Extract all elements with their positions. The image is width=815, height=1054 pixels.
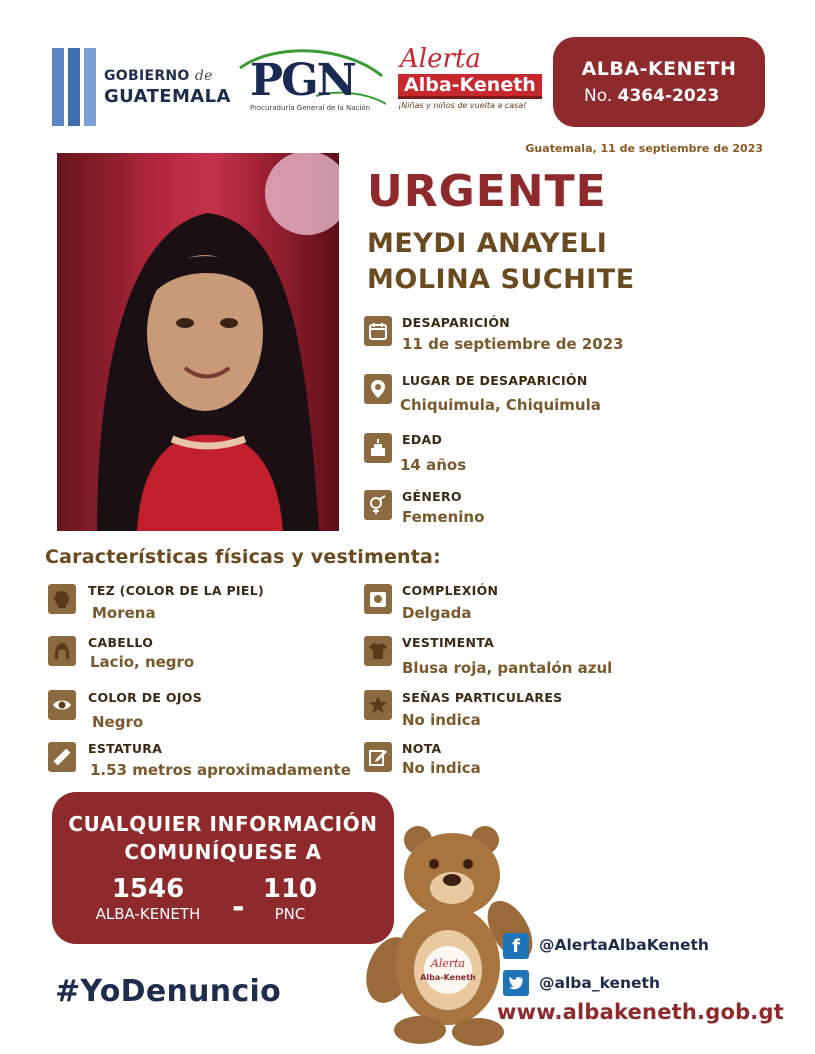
bear-badge-top: Alerta [430,957,466,970]
case-title: ALBA-KENETH [581,58,737,80]
age-value: 14 años [400,456,467,474]
person-first-names: MEYDI ANAYELI [367,228,608,259]
portrait-illustration [57,153,339,531]
contact-line-1: CUALQUIER INFORMACIÓN [68,812,378,836]
note-value: No indica [402,759,481,777]
ruler-icon [48,742,76,772]
height-label: ESTATURA [88,741,163,756]
facebook-handle[interactable]: @AlertaAlbaKeneth [539,936,709,954]
eye-icon [48,690,76,720]
bear-badge-bottom: Alba-Keneth [420,973,476,982]
phone-separator: - [232,890,245,925]
head-profile-icon [48,584,76,614]
contact-line-2: COMUNÍQUESE A [124,840,322,864]
skin-tone-value: Morena [92,604,156,622]
guatemala-label: GUATEMALA [104,86,231,107]
facebook-icon[interactable]: f [503,933,529,959]
pgn-subtitle: Procuraduría General de la Nación [250,104,371,112]
person-last-names: MOLINA SUCHITE [367,264,635,295]
twitter-icon[interactable] [503,970,529,996]
case-number-badge [553,37,765,127]
gender-value: Femenino [402,508,485,526]
note-label: NOTA [402,741,442,756]
characteristics-title: Características físicas y vestimenta: [45,546,441,568]
build-label: COMPLEXIÓN [402,583,499,598]
location-pin-icon [364,374,392,404]
clothing-value: Blusa roja, pantalón azul [402,659,613,677]
twitter-handle[interactable]: @alba_keneth [539,974,660,992]
shirt-icon [364,636,392,666]
phone-alba-keneth-label: ALBA-KENETH [95,905,201,923]
case-number: No. 4364-2023 [584,86,720,106]
disappearance-place-value: Chiquimula, Chiquimula [400,396,601,414]
scale-icon [364,584,392,614]
build-value: Delgada [402,604,472,622]
gender-label: GÉNERO [402,489,462,504]
age-label: EDAD [402,432,443,447]
pgn-logo: PGN [250,55,355,106]
eye-color-value: Negro [92,713,144,731]
report-date: Guatemala, 11 de septiembre de 2023 [525,142,763,155]
birthday-cake-icon [364,433,392,463]
marks-label: SEÑAS PARTICULARES [402,690,563,705]
hair-icon [48,636,76,666]
urgent-label: URGENTE [367,166,607,217]
missing-person-photo [57,153,339,531]
disappearance-date-label: DESAPARICIÓN [402,315,511,330]
note-edit-icon [364,742,392,772]
disappearance-date-value: 11 de septiembre de 2023 [402,335,624,353]
hair-value: Lacio, negro [90,653,195,671]
star-icon [364,690,392,720]
gobierno-logo-bars [52,48,96,126]
alerta-logo-top: Alerta [400,44,481,74]
calendar-icon [364,316,392,346]
website-link[interactable]: www.albakeneth.gob.gt [497,1000,784,1024]
phone-alba-keneth[interactable]: 1546 [111,874,185,904]
hashtag: #YoDenuncio [55,974,282,1009]
disappearance-place-label: LUGAR DE DESAPARICIÓN [402,373,588,388]
height-value: 1.53 metros aproximadamente [90,761,351,779]
eye-color-label: COLOR DE OJOS [88,690,202,705]
phone-pnc[interactable]: 110 [262,874,318,904]
clothing-label: VESTIMENTA [402,635,495,650]
alerta-logo-main: Alba-Keneth [398,74,542,99]
phone-pnc-label: PNC [274,905,306,923]
hair-label: CABELLO [88,635,154,650]
marks-value: No indica [402,711,481,729]
skin-tone-label: TEZ (COLOR DE LA PIEL) [88,583,265,598]
gobierno-label: GOBIERNO de [104,68,213,84]
alerta-tagline: ¡Niñas y niños de vuelta a casa! [398,101,527,110]
gender-icon [364,490,392,520]
